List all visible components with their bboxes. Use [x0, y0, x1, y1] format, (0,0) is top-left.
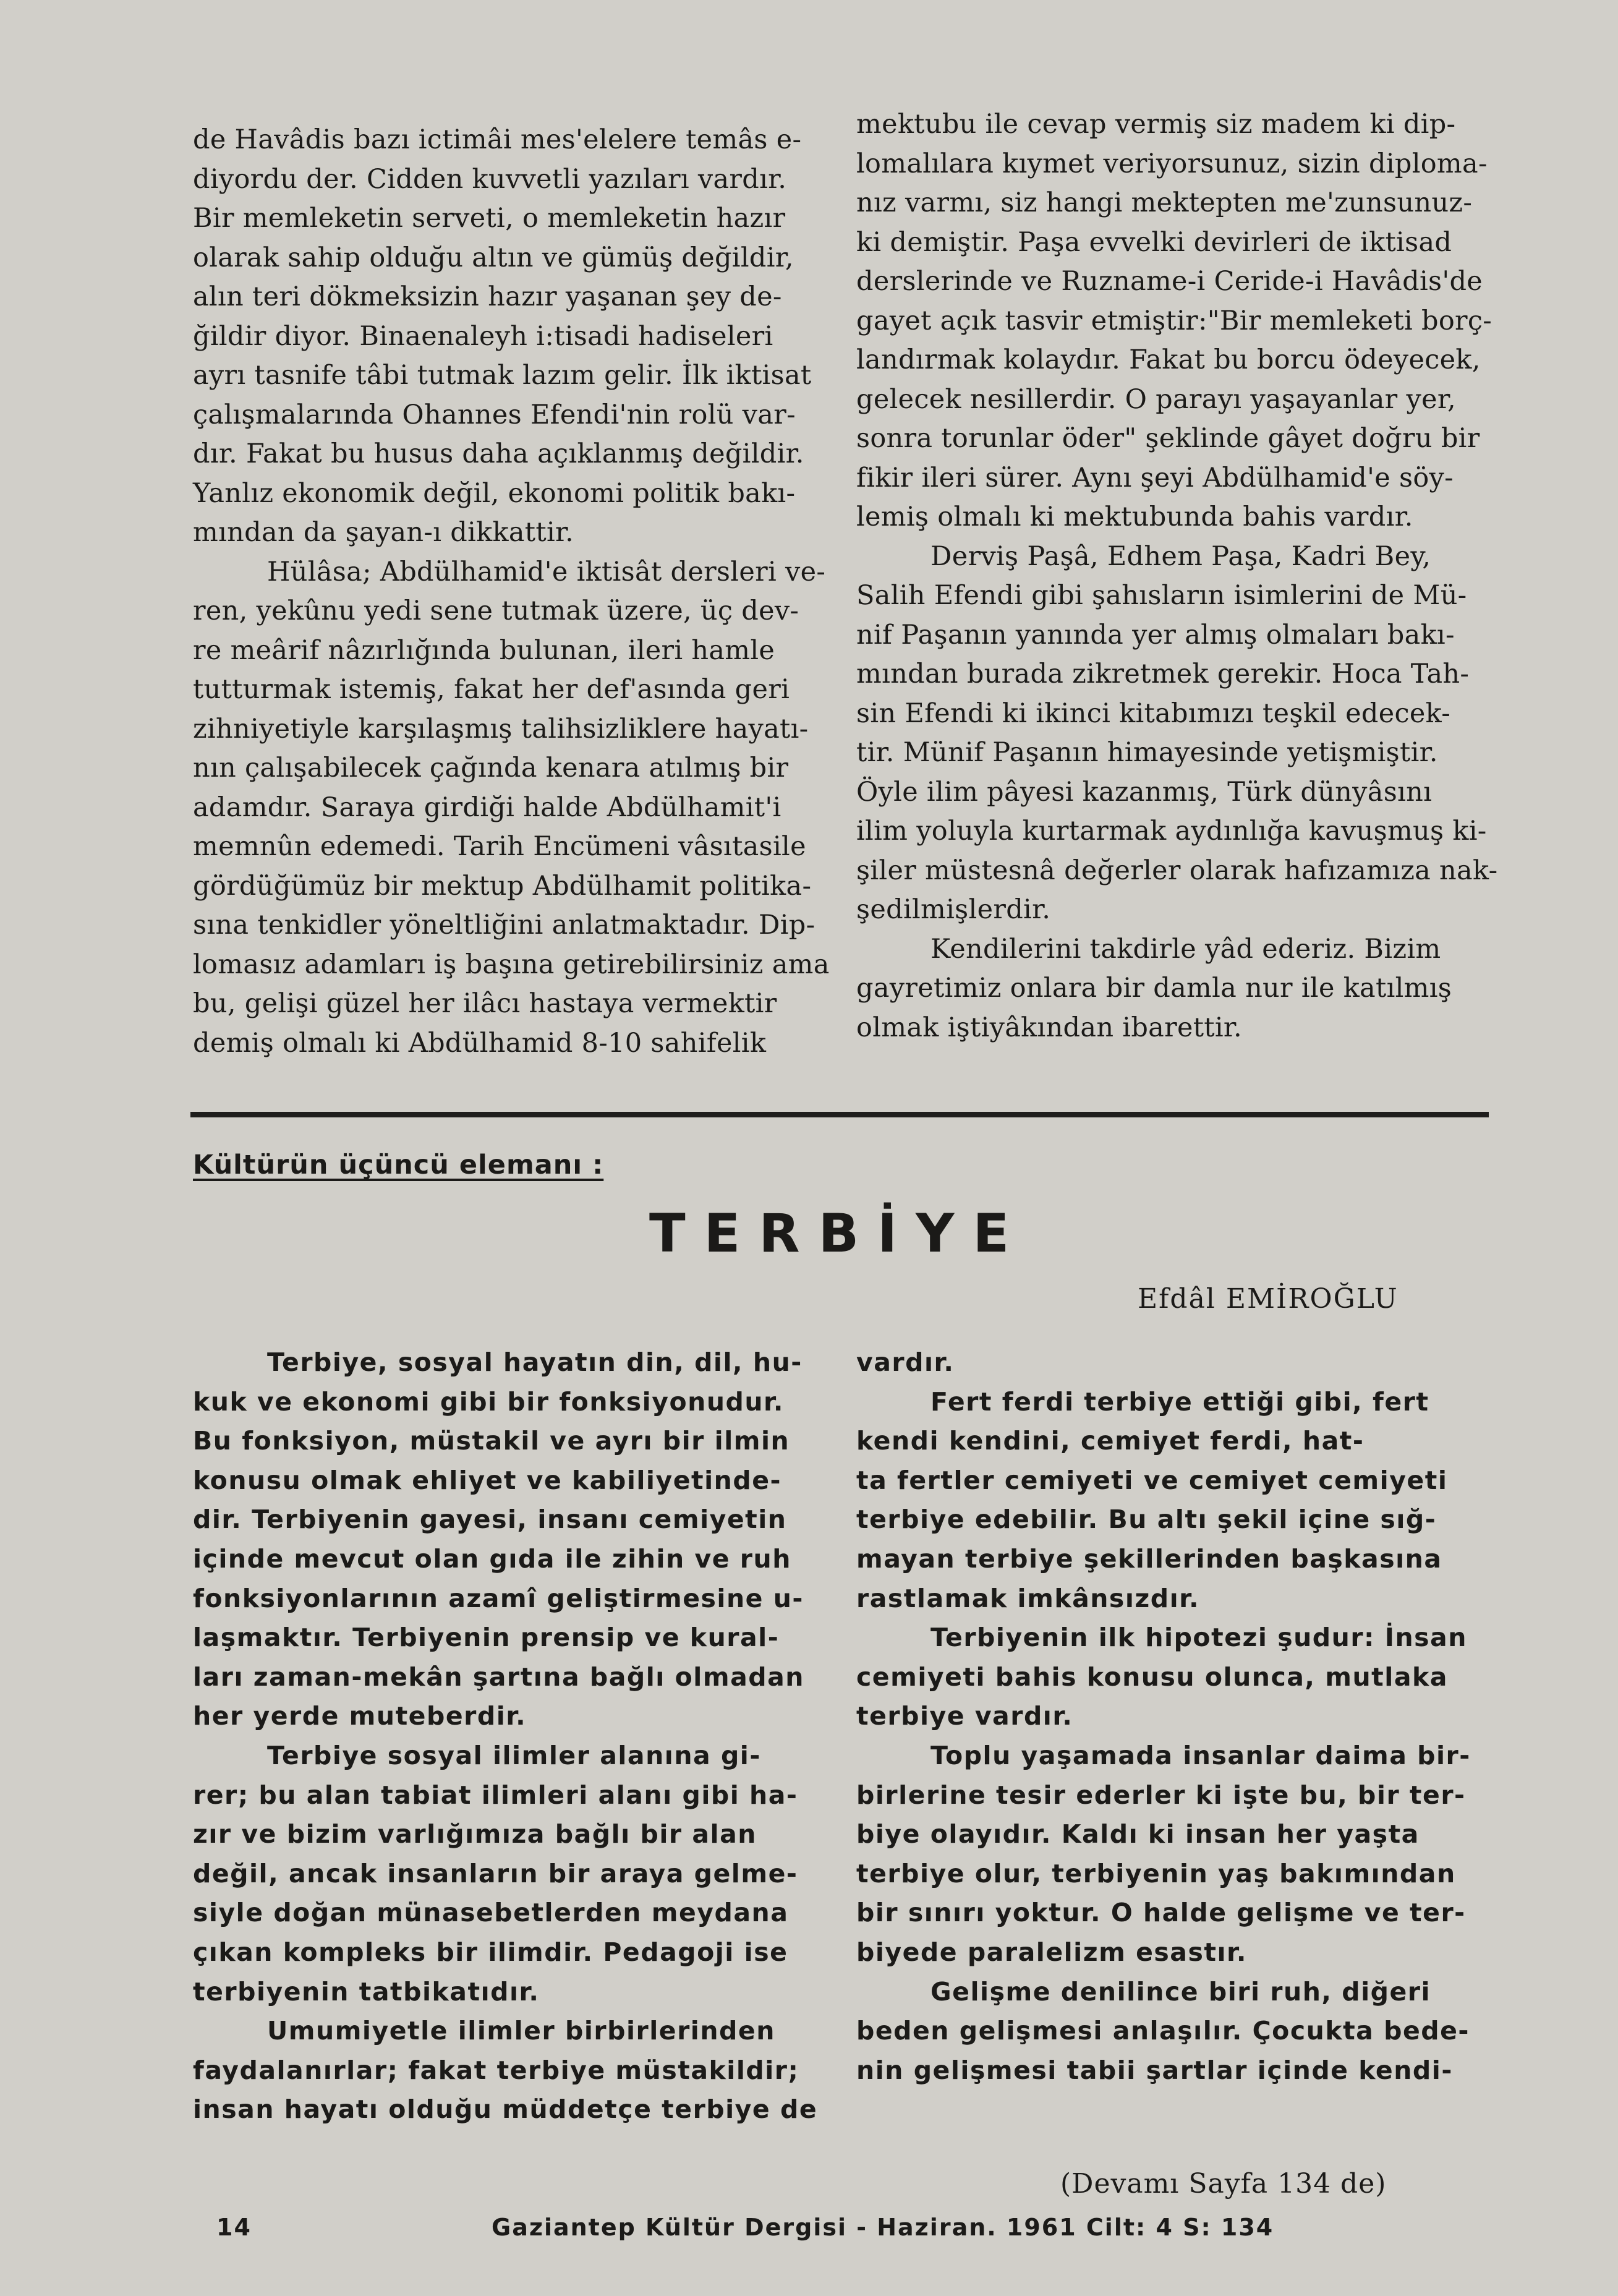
text-line: Umumiyetle ilimler birbirlerinden [267, 2016, 775, 2046]
text-line: siyle doğan münasebetlerden meydana [193, 1898, 789, 1928]
paragraph [193, 553, 830, 1064]
text-line: memnûn edemedi. Tarih Encümeni vâsıtasile [193, 831, 806, 862]
text-line: mından da şayan-ı dikkattir. [193, 517, 574, 548]
text-line: birlerine tesir ederler ki işte bu, bir ter- [856, 1780, 1466, 1810]
text-line: nif Paşanın yanında yer almış olmaları bakı- [856, 619, 1455, 651]
text-line: Kendilerini takdirle yâd ederiz. Bizim [930, 933, 1441, 965]
text-line: lomalılara kıymet veriyorsunuz, sizin diploma- [856, 148, 1488, 179]
continued-note: (Devamı Sayfa 134 de) [1060, 2168, 1387, 2200]
text-line: beden gelişmesi anlaşılır. Çocukta bede- [856, 2016, 1470, 2046]
paragraph [856, 1343, 1493, 1383]
text-line: tutturmak istemiş, fakat her def'asında geri [193, 674, 790, 705]
text-line: faydalanırlar; fakat terbiye müstakildir; [193, 2055, 799, 2085]
text-line: nin gelişmesi tabii şartlar içinde kendi- [856, 2055, 1453, 2085]
text-line: Toplu yaşamada insanlar daima bir- [930, 1740, 1471, 1770]
text-line: biyede paralelizm esastır. [856, 1937, 1247, 1967]
text-line: vardır. [856, 1347, 955, 1377]
text-line: lomasız adamları iş başına getirebilirsiniz ama [193, 949, 830, 980]
article-author: Efdâl EMİROĞLU [1138, 1283, 1399, 1315]
top-right-column [856, 105, 1498, 1048]
text-line: şedilmişlerdir. [856, 894, 1051, 925]
text-line: dir. Terbiyenin gayesi, insanı cemiyetin [193, 1504, 787, 1535]
paragraph [856, 105, 1493, 537]
paragraph [856, 1618, 1493, 1736]
text-line: laşmaktır. Terbiyenin prensip ve kural- [193, 1623, 780, 1653]
text-line: Öyle ilim pâyesi kazanmış, Türk dünyâsını [856, 776, 1433, 808]
text-line: sonra torunlar öder" şeklinde gâyet doğru bir [856, 423, 1480, 454]
text-line: terbiye edebilir. Bu altı şekil içine sığ- [856, 1504, 1437, 1535]
text-line: diyordu der. Cidden kuvvetli yazıları vardır. [193, 163, 787, 195]
text-line: bir sınırı yoktur. O halde gelişme ve ter- [856, 1898, 1466, 1928]
text-line: içinde mevcut olan gıda ile zihin ve ruh [193, 1543, 791, 1574]
text-line: Hülâsa; Abdülhamid'e iktisât dersleri ve- [267, 556, 826, 587]
text-line: lemiş olmalı ki mektubunda bahis vardır. [856, 501, 1413, 532]
text-line: demiş olmalı ki Abdülhamid 8-10 sahifelik [193, 1027, 767, 1059]
text-line: nın çalışabilecek çağında kenara atılmış bir [193, 753, 789, 783]
text-line: şiler müstesnâ değerler olarak hafızamıza nak- [856, 855, 1498, 886]
section-divider [190, 1112, 1489, 1117]
text-line: derslerinde ve Ruzname-i Ceride-i Havâdis'de [856, 266, 1483, 297]
article-right-column [856, 1343, 1493, 2090]
text-line: değil, ancak insanların bir araya gelme- [193, 1858, 798, 1888]
text-line: terbiye olur, terbiyenin yaş bakımından [856, 1858, 1456, 1888]
page-number: 14 [216, 2214, 252, 2241]
paragraph [856, 1736, 1493, 1973]
text-line: mından burada zikretmek gerekir. Hoca Tah- [856, 659, 1470, 689]
text-line: rer; bu alan tabiat ilimleri alanı gibi ha- [193, 1780, 798, 1810]
text-line: olmak iştiyâkından ibarettir. [856, 1012, 1243, 1043]
section-label: Kültürün üçüncü elemanı : [193, 1150, 604, 1180]
text-line: dır. Fakat bu husus daha açıklanmış değildir. [193, 438, 804, 469]
text-line: fikir ileri sürer. Aynı şeyi Abdülhamid'e söy- [856, 462, 1454, 493]
text-line: gayet açık tasvir etmiştir:"Bir memleketi borç- [856, 305, 1492, 336]
text-line: zihniyetiyle karşılaşmış talihsizliklere hayatı- [193, 713, 809, 745]
text-line: ayrı tasnife tâbi tutmak lazım gelir. İlk iktisat [193, 360, 812, 391]
article-title: TERBİYE [649, 1203, 1028, 1265]
top-left-column [193, 121, 830, 1063]
text-line: landırmak kolaydır. Fakat bu borcu ödeyecek, [856, 344, 1481, 375]
text-line: Gelişme denilince biri ruh, diğeri [930, 1976, 1431, 2007]
text-line: gördüğümüz bir mektup Abdülhamit politika- [193, 870, 812, 902]
text-line: çıkan kompleks bir ilimdir. Pedagoji ise [193, 1937, 788, 1967]
text-line: her yerde muteberdir. [193, 1701, 527, 1731]
text-line: olarak sahip olduğu altın ve gümüş değildir, [193, 242, 794, 273]
text-line: insan hayatı olduğu müddetçe terbiye de [193, 2094, 818, 2125]
text-line: Bu fonksiyon, müstakil ve ayrı bir ilmin [193, 1426, 790, 1456]
text-line: de Havâdis bazı ictimâi mes'elelere temâs e- [193, 124, 802, 155]
paragraph [193, 1343, 817, 1736]
text-line: ki demiştir. Paşa evvelki devirleri de iktisad [856, 226, 1452, 258]
text-line: ilim yoluyla kurtarmak aydınlığa kavuşmuş ki- [856, 816, 1487, 847]
text-line: sin Efendi ki ikinci kitabımızı teşkil edecek- [856, 698, 1451, 729]
text-line: rastlamak imkânsızdır. [856, 1583, 1200, 1613]
text-line: Bir memleketin serveti, o memleketin hazır [193, 203, 786, 234]
text-line: sına tenkidler yöneltliğini anlatmaktadır. Dip- [193, 910, 815, 941]
text-line: nız varmı, siz hangi mektepten me'zunsunuz- [856, 187, 1473, 218]
text-line: alın teri dökmeksizin hazır yaşanan şey de- [193, 281, 782, 312]
text-line: Fert ferdi terbiye ettiği gibi, fert [930, 1386, 1429, 1417]
paragraph [856, 537, 1498, 930]
text-line: konusu olmak ehliyet ve kabiliyetinde- [193, 1465, 782, 1495]
text-line: Yanlız ekonomik değil, ekonomi politik bakı- [193, 477, 796, 509]
page-footer [216, 2214, 1274, 2241]
text-line: adamdır. Saraya girdiği halde Abdülhamit'i [193, 792, 781, 823]
text-line: gayretimiz onlara bir damla nur ile katılmış [856, 973, 1452, 1004]
text-line: mektubu ile cevap vermiş siz madem ki dip- [856, 109, 1456, 140]
paragraph [856, 1383, 1493, 1619]
paragraph [193, 121, 811, 553]
text-line: ları zaman-mekân şartına bağlı olmadan [193, 1662, 804, 1692]
text-line: ğildir diyor. Binaenaleyh i:tisadi hadiseleri [193, 320, 773, 352]
text-line: re meârif nâzırlığında bulunan, ileri hamle [193, 634, 775, 666]
text-line: kendi kendini, cemiyet ferdi, hat- [856, 1426, 1365, 1456]
text-line: ren, yekûnu yedi sene tutmak üzere, üç dev- [193, 595, 799, 626]
paragraph [856, 930, 1493, 1048]
paragraph [193, 2012, 817, 2130]
text-line: bu, gelişi güzel her ilâcı hastaya vermektir [193, 988, 777, 1019]
text-line: terbiye vardır. [856, 1701, 1073, 1731]
paragraph [856, 1973, 1493, 2091]
text-line: Terbiye, sosyal hayatın din, dil, hu- [267, 1347, 803, 1377]
text-line: kuk ve ekonomi gibi bir fonksiyonudur. [193, 1386, 784, 1417]
paragraph [193, 1736, 817, 2012]
text-line: cemiyeti bahis konusu olunca, mutlaka [856, 1662, 1448, 1692]
text-line: Derviş Paşâ, Edhem Paşa, Kadri Bey, [930, 540, 1431, 572]
text-line: Terbiyenin ilk hipotezi şudur: İnsan [930, 1623, 1467, 1653]
publication-info: Gaziantep Kültür Dergisi - Haziran. 1961 Cilt: 4 S: 134 [492, 2214, 1274, 2241]
text-line: tir. Münif Paşanın himayesinde yetişmiştir. [856, 737, 1438, 768]
text-line: mayan terbiye şekillerinden başkasına [856, 1543, 1442, 1574]
text-line: Terbiye sosyal ilimler alanına gi- [267, 1740, 761, 1770]
text-line: ta fertler cemiyeti ve cemiyet cemiyeti [856, 1465, 1448, 1495]
text-line: gelecek nesillerdir. O parayı yaşayanlar yer, [856, 383, 1456, 415]
text-line: zır ve bizim varlığımıza bağlı bir alan [193, 1819, 757, 1850]
text-line: çalışmalarında Ohannes Efendi'nin rolü var- [193, 399, 796, 430]
text-line: fonksiyonlarının azamî geliştirmesine u- [193, 1583, 804, 1613]
text-line: terbiyenin tatbikatıdır. [193, 1976, 540, 2007]
text-line: biye olayıdır. Kaldı ki insan her yaşta [856, 1819, 1420, 1850]
article-left-column [193, 1343, 817, 2130]
text-line: Salih Efendi gibi şahısların isimlerini de Mü- [856, 580, 1467, 611]
